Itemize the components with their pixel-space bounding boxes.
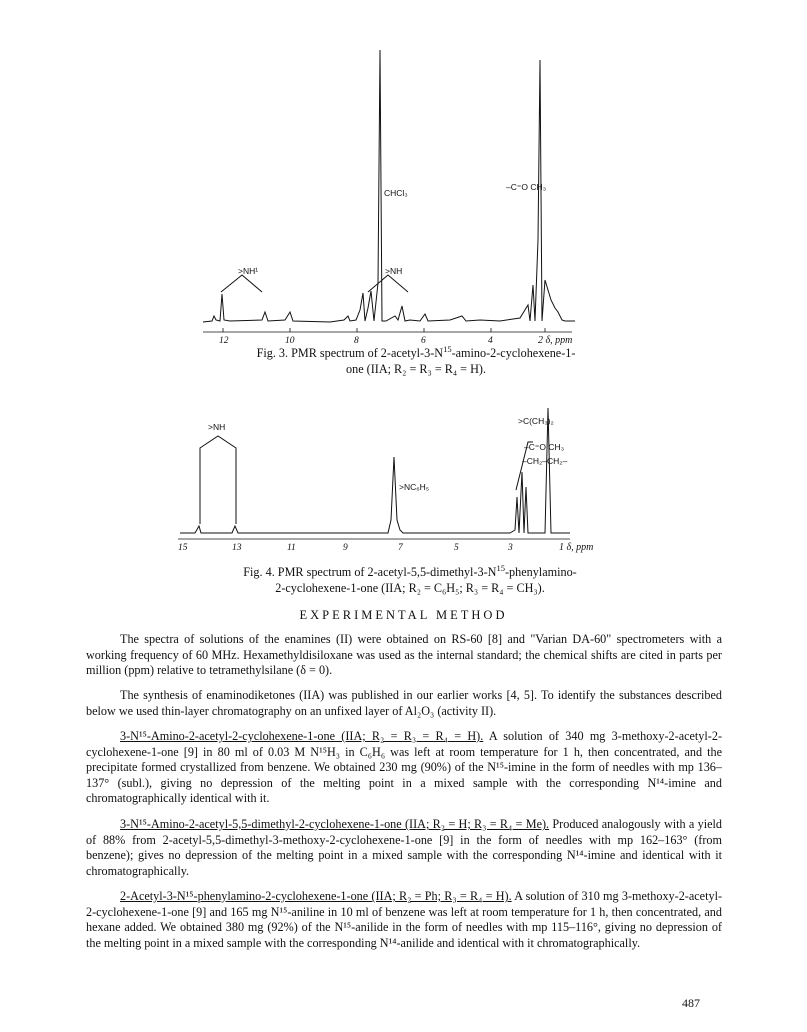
fig4-caption xyxy=(150,564,670,596)
fig4-spectrum xyxy=(0,402,807,562)
section-heading: EXPERIMENTAL METHOD xyxy=(299,608,508,622)
compound-3-title: 2-Acetyl-3-N¹⁵-phenylamino-2-cyclohexene-1-one (IIA; R₂ = Ph; R₃ = R₄ = H). xyxy=(120,889,512,903)
fig3-tick-2: 2 δ, ppm xyxy=(538,335,573,345)
fig3-tick-8: 8 xyxy=(354,336,359,345)
fig4-tick-1: 1 δ, ppm xyxy=(559,542,594,553)
fig4-label-ch2: –CH₂–CH₂– xyxy=(522,456,568,466)
fig3-label-chcl3: CHCl₃ xyxy=(384,188,408,198)
fig3-caption-line2: one (IIA; R₂ = R₃ = R₄ = H). xyxy=(346,362,486,376)
compound-2-body: Produced analogously with a yield of 88% from 2-acetyl-5,5-dimethyl-3-methoxy-2-cyclohexene-1-one [9] in the form of needles with mp 162–163° (from benzene); gives no depression of the melting point in a mixed sample with the corresponding N¹⁴-imine and identical with it chromatographically. xyxy=(86,817,723,878)
paragraph-synthesis xyxy=(86,688,722,719)
fig4-label-acetyl: –C⁼O CH₃ xyxy=(524,442,565,452)
fig3-caption-sup: 15 xyxy=(443,343,452,354)
fig3-tick-6: 6 xyxy=(421,336,426,345)
fig4-caption-line1: Fig. 4. PMR spectrum of 2-acetyl-5,5-dimethyl-3-N xyxy=(243,565,497,579)
paragraph-spectra xyxy=(86,632,722,679)
fig3-tick-10: 10 xyxy=(285,336,295,345)
compound-3-body: A solution of 310 mg 3-methoxy-2-acetyl-2-cyclohexene-1-one [9] and 165 mg N¹⁵-aniline in 10 ml of benzene was left at room temperature for 1 h, then concentrated, and hexane added. We obtained 380 mg (92%) of the N¹⁵-anilide in the form of needles with mp 115–116°, giving no depression of the melting point in a mixed sample with the corresponding N¹⁴-anilide and identical with it chromatographically. xyxy=(86,889,723,950)
compound-1-title: 3-N¹⁵-Amino-2-acetyl-2-cyclohexene-1-one (IIA; R₂ = R₃ = R₄ = H). xyxy=(120,729,484,743)
paragraph-spectra-text: The spectra of solutions of the enamines (II) were obtained on RS-60 [8] and "Varian DA-60" spectrometers with a working frequency of 60 MHz. Hexamethyldisiloxane was used as the internal standard; the chemical shifts are cited in parts per million (ppm) relative to tetramethylsilane (δ = 0). xyxy=(86,632,722,678)
paragraph-synthesis-text: The synthesis of enaminodiketones (IIA) was published in our earlier works [4, 5]. To identify the substances described below we used thin-layer chromatography on an unfixed layer of Al₂O₃ (activity II). xyxy=(86,688,722,718)
fig4-label-nc6h5: >NC₆H₅ xyxy=(399,482,430,492)
fig3-label-nh1: >NH¹ xyxy=(238,266,259,276)
fig4-baseline xyxy=(180,408,570,533)
fig4-tick-15: 15 xyxy=(178,543,188,553)
fig3-caption-line1: Fig. 3. PMR spectrum of 2-acetyl-3-N xyxy=(256,346,444,360)
fig4-tick-11: 11 xyxy=(287,543,296,553)
fig4-tick-7: 7 xyxy=(398,543,403,553)
paragraph-compound-3 xyxy=(86,889,722,951)
fig4-caption-line2: 2-cyclohexene-1-one (IIA; R₂ = C₆H₅; R₃ = R₄ = CH₃). xyxy=(275,581,545,595)
fig4-tick-5: 5 xyxy=(454,543,459,553)
compound-2-title: 3-N¹⁵-Amino-2-acetyl-5,5-dimethyl-2-cyclohexene-1-one (IIA; R₂ = H; R₃ = R₄ = Me). xyxy=(120,817,550,831)
compound-1-body: A solution of 340 mg 3-methoxy-2-acetyl-2-cyclohexene-1-one [9] in 80 ml of 0.03 M N¹⁵H₃ in C₆H₆ was left at room temperature for 1 h, then concentrated, and the precipitate formed crystallized from benzene. We obtained 230 mg (90%) of the N¹⁵-imine in the form of needles with mp 136–137° (subl.), giving no depression of the melting point in a mixed sample with the corresponding N¹⁴-imine and chromatographically identical with it. xyxy=(86,729,722,806)
paragraph-compound-2 xyxy=(86,817,722,879)
fig4-label-cme2: >C(CH₃)₂ xyxy=(518,416,554,426)
fig3-label-acetyl: –C⁼O CH₃ xyxy=(506,182,547,192)
page-number: 487 xyxy=(682,996,700,1010)
fig3-caption xyxy=(176,345,656,377)
fig3-tick-12: 12 xyxy=(219,336,229,345)
fig3-label-nh2: >NH xyxy=(385,266,403,276)
fig3-tick-4: 4 xyxy=(488,336,493,345)
fig4-tick-3: 3 xyxy=(508,543,513,553)
paragraph-compound-1 xyxy=(86,729,722,807)
fig4-caption-tail: -phenylamino- xyxy=(504,565,577,579)
fig3-tick-marks xyxy=(223,328,545,332)
fig4-tick-9: 9 xyxy=(343,543,348,553)
fig4-caption-sup: 15 xyxy=(496,562,505,573)
fig4-tick-13: 13 xyxy=(232,543,242,553)
fig3-caption-tail: -amino-2-cyclohexene-1- xyxy=(451,346,576,360)
fig3-spectrum xyxy=(0,50,807,345)
fig4-label-nh: >NH xyxy=(208,422,226,432)
